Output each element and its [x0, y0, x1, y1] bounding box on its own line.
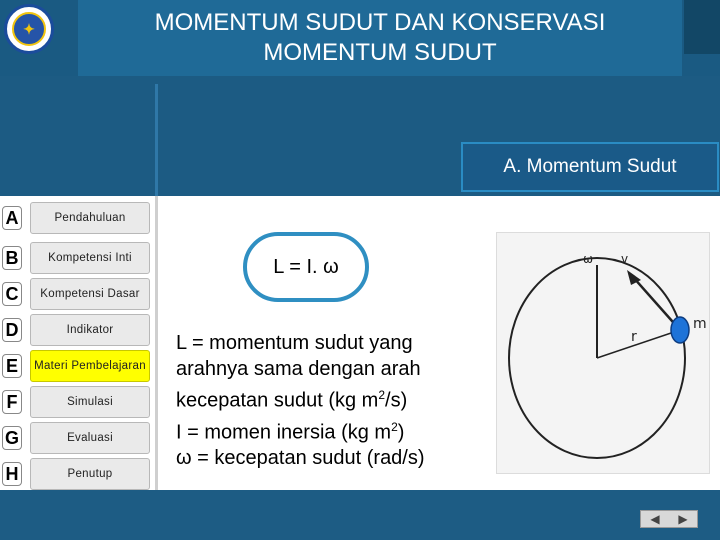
footer-bar — [0, 490, 720, 540]
l-definition-line-2: arahnya sama dengan arah — [176, 358, 421, 380]
formula-description — [176, 330, 476, 471]
l-definition-line-3: kecepatan sudut (kg $m^2/s$) — [176, 388, 408, 412]
nav-letter: D — [2, 318, 22, 342]
nav-item-g[interactable] — [0, 422, 160, 454]
page-title — [78, 0, 682, 76]
nav-letter: B — [2, 246, 22, 270]
nav-button-f[interactable]: Simulasi — [30, 386, 150, 418]
slide-navigation[interactable] — [640, 510, 698, 528]
omega-label: ω — [583, 252, 594, 266]
mass-ball — [671, 317, 689, 343]
nav-item-h[interactable] — [0, 458, 160, 490]
formula-box: L = I. ω — [243, 232, 369, 302]
nav-item-f[interactable] — [0, 386, 160, 418]
nav-item-c[interactable] — [0, 278, 160, 310]
r-label: r — [631, 329, 637, 345]
nav-letter: E — [2, 354, 22, 378]
nav-item-b[interactable] — [0, 242, 160, 274]
nav-button-d[interactable]: Indikator — [30, 314, 150, 346]
title-line-2: MOMENTUM SUDUT — [263, 39, 497, 66]
nav-button-e[interactable]: Materi Pembelajaran — [30, 350, 150, 382]
v-label: v — [621, 252, 629, 266]
nav-button-c[interactable]: Kompetensi Dasar — [30, 278, 150, 310]
section-tab[interactable]: A. Momentum Sudut — [461, 142, 719, 192]
corner-decoration — [684, 0, 720, 54]
rotation-diagram-svg — [497, 233, 711, 475]
title-line-1: MOMENTUM SUDUT DAN KONSERVASI — [154, 9, 606, 36]
nav-button-g[interactable]: Evaluasi — [30, 422, 150, 454]
next-slide-icon[interactable]: ▶ — [678, 512, 688, 526]
m-label: m — [693, 316, 707, 332]
logo-emblem-icon: ✦ — [12, 12, 46, 46]
band-divider — [155, 84, 158, 200]
nav-letter: F — [2, 390, 22, 414]
l-definition-line-1: L = momentum sudut yang — [176, 332, 413, 354]
radius-line — [597, 330, 680, 358]
nav-letter: G — [2, 426, 22, 450]
nav-button-a[interactable]: Pendahuluan — [30, 202, 150, 234]
omega-definition-line: ω = kecepatan sudut (rad/s) — [176, 447, 425, 470]
rotation-diagram — [496, 232, 710, 474]
nav-item-e[interactable] — [0, 350, 160, 382]
nav-button-b[interactable]: Kompetensi Inti — [30, 242, 150, 274]
nav-button-h[interactable]: Penutup — [30, 458, 150, 490]
nav-letter: A — [2, 206, 22, 230]
nav-letter: H — [2, 462, 22, 486]
prev-slide-icon[interactable]: ◀ — [650, 512, 660, 526]
nav-letter: C — [2, 282, 22, 306]
i-definition-line: I = momen inersia (kg $m^2$) — [176, 419, 405, 444]
university-logo — [4, 4, 54, 54]
nav-item-d[interactable] — [0, 314, 160, 346]
nav-item-a[interactable] — [0, 202, 160, 234]
